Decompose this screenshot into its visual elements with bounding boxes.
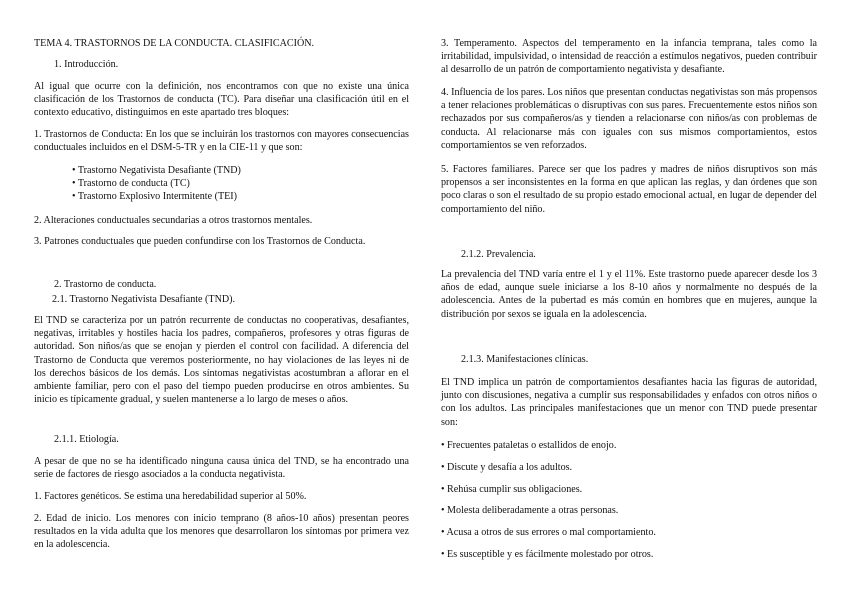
- intro-heading: 1. Introducción.: [54, 59, 119, 70]
- list-item: • Es susceptible y es fácilmente molestado por otros.: [441, 549, 654, 560]
- prevalence-paragraph: La prevalencia del TND varía entre el 1 y el 11%. Este trastorno puede aparecer desde los 3 años de edad, aunque suele iniciarse a los 8-10 años y normalmente no después de la adolescencia. Antes de la pubertad es más común en hombres que en mujeres, aunque la distribución por sexos se iguala en la adolescencia.: [441, 269, 817, 320]
- manifestations-paragraph: El TND implica un patrón de comportamientos desafiantes hacia las figuras de autoridad, junto con discusiones, negativa a cumplir sus responsabilidades y enfados con otros niños o con los adultos. Las principales manifestaciones que un menor con TND puede presentar son:: [441, 377, 817, 428]
- list-item: • Rehúsa cumplir sus obligaciones.: [441, 484, 583, 495]
- factor-5-paragraph: 5. Factores familiares. Parece ser que los padres y madres de niños disruptivos son más propensos a ser inconsistentes en la forma en que aplican las reglas, y dan órdenes que son poco claras o son el resultado de su propio estado emocional actual, en lugar de depender del comportamiento del niño.: [441, 164, 817, 215]
- block-2-paragraph: 2. Alteraciones conductuales secundarias a otros trastornos mentales.: [34, 215, 313, 226]
- list-item: • Acusa a otros de sus errores o mal comportamiento.: [441, 527, 656, 538]
- list-item: • Discute y desafía a los adultos.: [441, 462, 573, 473]
- list-item: • Trastorno Explosivo Intermitente (TEI): [72, 191, 238, 203]
- block-3-paragraph: 3. Patrones conductuales que pueden confundirse con los Trastornos de Conducta.: [34, 236, 366, 247]
- factor-1-paragraph: 1. Factores genéticos. Se estima una heredabilidad superior al 50%.: [34, 491, 307, 502]
- section-2-heading: 2. Trastorno de conducta.: [54, 279, 157, 290]
- factor-3-paragraph: 3. Temperamento. Aspectos del temperamento en la infancia temprana, tales como la irritabilidad, impulsividad, o intensidad de reacción a estímulos negativos, pueden contribuir al desarrollo de un patrón de comportamiento negativista y desafiante.: [441, 38, 817, 76]
- tnd-paragraph: El TND se caracteriza por un patrón recurrente de conductas no cooperativas, desafiantes, negativas, irritables y hostiles hacia los padres, compañeros, profesores y otras figuras de autoridad. Son niños/as que se enojan y pierden el control con facilidad. A diferencia del Trastorno de Conducta que veremos posteriormente, no hay violaciones de las leyes ni de los derechos básicos de los demás. Los síntomas negativistas acostumbran a aflorar en el ambiente familiar, pero con el paso del tiempo pueden producirse en otros ambientes. Su inicio es típicamente gradual, y suelen mantenerse a lo largo de meses o años.: [34, 315, 409, 406]
- etiology-paragraph: A pesar de que no se ha identificado ninguna causa única del TND, se ha encontrado una serie de factores de riesgo asociados a la conducta negativista.: [34, 456, 409, 481]
- manifestations-heading: 2.1.3. Manifestaciones clínicas.: [461, 354, 589, 365]
- block-1-paragraph: 1. Trastornos de Conducta: En los que se incluirán los trastornos con mayores consecuencias conductuales incluidos en el DSM-5-TR y en la CIE-11 y que son:: [34, 129, 409, 154]
- etiology-heading: 2.1.1. Etiología.: [54, 434, 119, 445]
- list-item: • Trastorno Negativista Desafiante (TND): [72, 165, 241, 176]
- factor-2-paragraph: 2. Edad de inicio. Los menores con inicio temprano (8 años-10 años) presentan peores resultados en la vida adulta que los menores que desarrollaron los síntomas por primera vez en la adolescencia.: [34, 513, 409, 551]
- disorder-list: [34, 164, 409, 204]
- section-2-1-heading: 2.1. Trastorno Negativista Desafiante (TND).: [52, 294, 236, 305]
- factor-4-paragraph: 4. Influencia de los pares. Los niños que presentan conductas negativistas son más propensos a tener relaciones problemáticas o disruptivas con sus pares. Frecuentemente estos niños son rechazados por sus compañeros/as y tienden a relacionarse con niños/as con problemas de conducta. Al relacionarse más con iguales con sus mismos comportamientos, estos comportamientos se ven reforzados.: [441, 87, 817, 151]
- list-item: • Molesta deliberadamente a otras personas.: [441, 505, 619, 516]
- list-item: • Frecuentes pataletas o estallidos de enojo.: [441, 440, 617, 451]
- document-title: TEMA 4. TRASTORNOS DE LA CONDUCTA. CLASIFICACIÓN.: [34, 38, 315, 49]
- prevalence-heading: 2.1.2. Prevalencia.: [461, 249, 536, 260]
- list-item: • Trastorno de conducta (TC): [72, 178, 190, 190]
- intro-paragraph: Al igual que ocurre con la definición, nos encontramos con que no existe una única clasificación de los Trastornos de conducta (TC). Para diseñar una clasificación útil en el contexto educativo, distinguimos en este apartado tres bloques:: [34, 81, 409, 119]
